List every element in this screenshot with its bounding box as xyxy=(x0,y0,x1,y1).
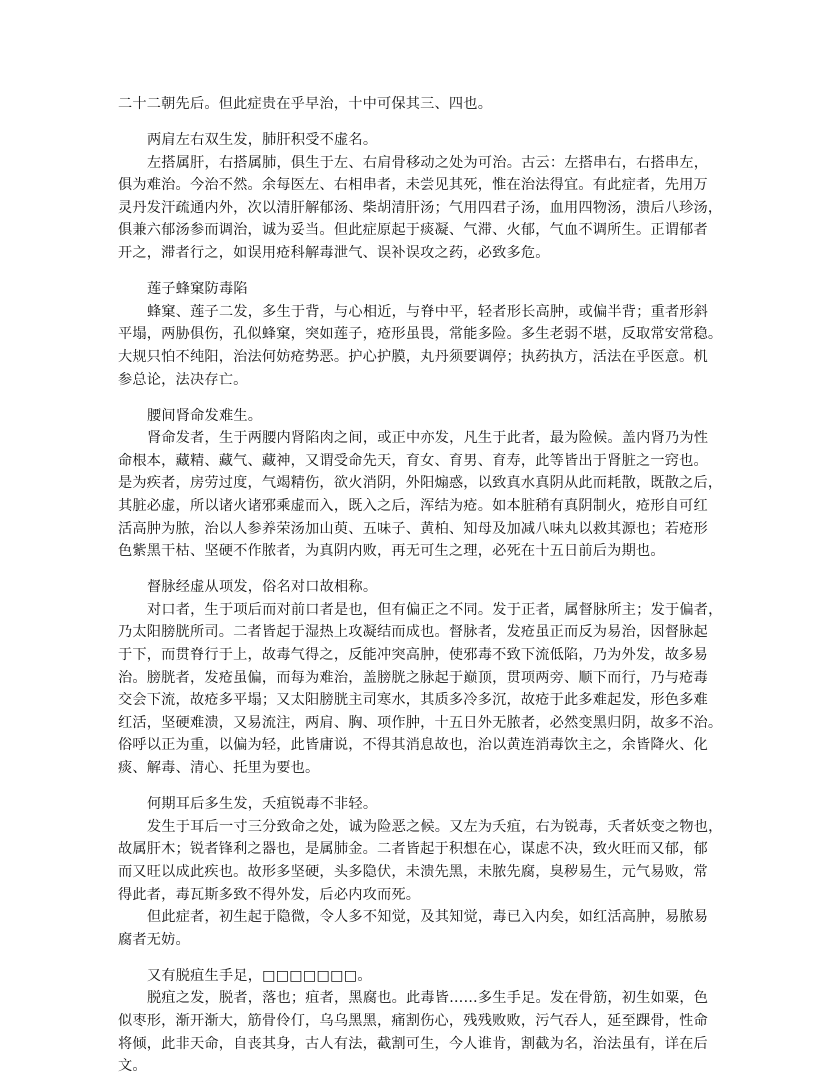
text-line: 痰、解毒、清心、托里为要也。 xyxy=(118,760,320,777)
text-line: 将倾，此非天命，自丧其身，古人有法，截割可生，今人谁肯，割截为名，治法虽有，详在后 xyxy=(118,1035,708,1052)
text-line: 交会下流，故疮多平塌；又太阳膀胱主司寒水，其质多冷多沉，故疮于此多难起发，形色多难 xyxy=(118,692,708,709)
text-line: 红活，坚硬难溃，又易流注，两肩、胸、项作肿，十五日外无脓者，必然变黑归阴，故多不治。 xyxy=(118,714,723,731)
section-heading: 莲子蜂窠防毒陷 xyxy=(147,281,248,298)
text-line: 其脏必虚，所以诸火诸邪乘虚而入，既入之后，浑结为疮。如本脏稍有真阴制火，疮形自可红 xyxy=(118,498,708,514)
text-line: 是为疾者，房劳过度，气竭精伤，欲火消阴，外阳煽惑，以致真水真阴从此而耗散，既散之后， xyxy=(118,475,723,492)
section-heading: 督脉经虚从项发，俗名对口故相称。 xyxy=(147,579,378,596)
text-line: 治。膀胱者，发疮虽偏，而每为难治，盖膀胱之脉起于巅顶，贯项两旁、顺下而行，乃与疮毒 xyxy=(118,669,708,686)
text-line: 脱疽之发，脱者，落也；疽者，黑腐也。此毒皆……多生手足。发在骨筋，初生如粟，色 xyxy=(147,990,709,1007)
text-line: 二十二朝先后。但此症贵在乎早治，十中可保其三、四也。 xyxy=(118,96,493,112)
section-heading: 两肩左右双生发，肺肝积受不虚名。 xyxy=(147,132,378,149)
text-line: 俗呼以正为重，以偏为轻，此皆庸说，不得其消息故也，治以黄连消毒饮主之，余皆降火、化 xyxy=(118,737,708,754)
paragraph-intro xyxy=(118,93,700,116)
text-line: 肾命发者，生于两腰内肾陷肉之间，或正中亦发，凡生于此者，最为险候。盖内肾乃为性 xyxy=(147,430,709,447)
text-line: 发生于耳后一寸三分致命之处，诚为险恶之候。又左为夭疽，右为锐毒，夭者妖变之物也， xyxy=(147,818,723,835)
section-shoulder-carbuncle xyxy=(118,129,723,265)
section-heading: 何期耳后多生发，夭疽锐毒不非轻。 xyxy=(147,796,378,813)
section-lotus-honeycomb xyxy=(118,278,723,391)
text-line: 对口者，生于项后而对前口者是也，但有偏正之不同。发于正者，属督脉所主；发于偏者， xyxy=(147,601,723,618)
text-line: 活高肿为脓，治以人参养荣汤加山萸、五味子、黄柏、知母及加减八味丸以救其源也；若疮形 xyxy=(118,520,708,537)
text-line: 灵丹发汗疏通内外，次以清肝解郁汤、柴胡清肝汤；气用四君子汤，血用四物汤，溃后八珍汤， xyxy=(118,199,723,216)
text-line: 俱兼六郁汤参而调治，诚为妥当。但此症原起于痰凝、气滞、火郁，气血不调所生。正谓郁者 xyxy=(118,222,708,239)
text-line: 而又旺以成此疾也。故形多坚硬，头多隐伏，未溃先黑，未脓先腐，臭秽易生，元气易败，常 xyxy=(118,863,708,880)
document-page xyxy=(118,93,723,1078)
text-line: 故属肝木；锐者锋利之器也，是属肺金。二者皆起于积想在心，谋虑不决，致火旺而又郁，郁 xyxy=(118,841,708,858)
section-nape-carbuncle xyxy=(118,576,723,779)
text-line: 色紫黑干枯、坚硬不作脓者，为真阴内败，再无可生之理，必死在十五日前后为期也。 xyxy=(118,543,665,560)
text-line: 乃太阳膀胱所司。二者皆起于湿热上攻凝结而成也。督脉者，发疮虽正而反为易治，因督脉起 xyxy=(118,624,708,641)
text-line: 俱为难治。今治不然。余每医左、右相串者，未尝见其死，惟在治法得宜。有此症者，先用万 xyxy=(118,177,708,194)
text-line: 大规只怕不纯阳，治法何妨疮势恶。护心护膜，丸丹须要调停；执药执方，活法在乎医意。机 xyxy=(118,348,708,365)
text-line: 左搭属肝，右搭属肺，俱生于左、右肩骨移动之处为可治。古云：左搭串右，右搭串左， xyxy=(147,154,709,171)
text-line: 于下，而贯脊行于上，故毒气得之，反能冲突高肿，使邪毒不致下流低陷，乃为外发，故多易 xyxy=(118,647,708,664)
section-gangrene xyxy=(118,965,709,1078)
text-line: 腐者无妨。 xyxy=(118,931,190,948)
text-line: 似枣形，渐开渐大，筋骨伶仃，乌乌黑黑，痛割伤心，残残败败，污气吞人，延至踝骨，性命 xyxy=(118,1012,708,1029)
section-heading: 腰间肾命发难生。 xyxy=(147,407,263,424)
text-line: 文。 xyxy=(118,1058,147,1075)
text-line: 命根本，藏精、藏气、藏神，又谓受命先天，育女、育男、育寿，此等皆出于肾脏之一窍也。 xyxy=(118,452,708,469)
text-line: 开之，滞者行之，如误用疮科解毒泄气、误补误攻之药，必致多危。 xyxy=(118,245,550,262)
text-line: 参总论，法决存亡。 xyxy=(118,371,248,388)
section-heading: 又有脱疽生手足，□□□□□□□。 xyxy=(147,967,372,984)
text-line: 蜂窠、莲子二发，多生于背，与心相近，与脊中平，轻者形长高肿，或偏半背；重者形斜 xyxy=(147,303,709,320)
text-line: 平塌，两胁俱伤，孔似蜂窠，突如莲子，疮形虽畏，常能多险。多生老弱不堪，反取常安常稳。 xyxy=(118,326,723,343)
section-kidney-carbuncle xyxy=(118,405,723,563)
text-line: 但此症者，初生起于隐微，令人多不知觉，及其知觉，毒已入内矣，如红活高肿，易脓易 xyxy=(147,909,709,926)
section-behind-ear-carbuncle xyxy=(118,793,723,951)
text-line: 得此者，毒瓦斯多致不得外发，后必内攻而死。 xyxy=(118,886,421,903)
